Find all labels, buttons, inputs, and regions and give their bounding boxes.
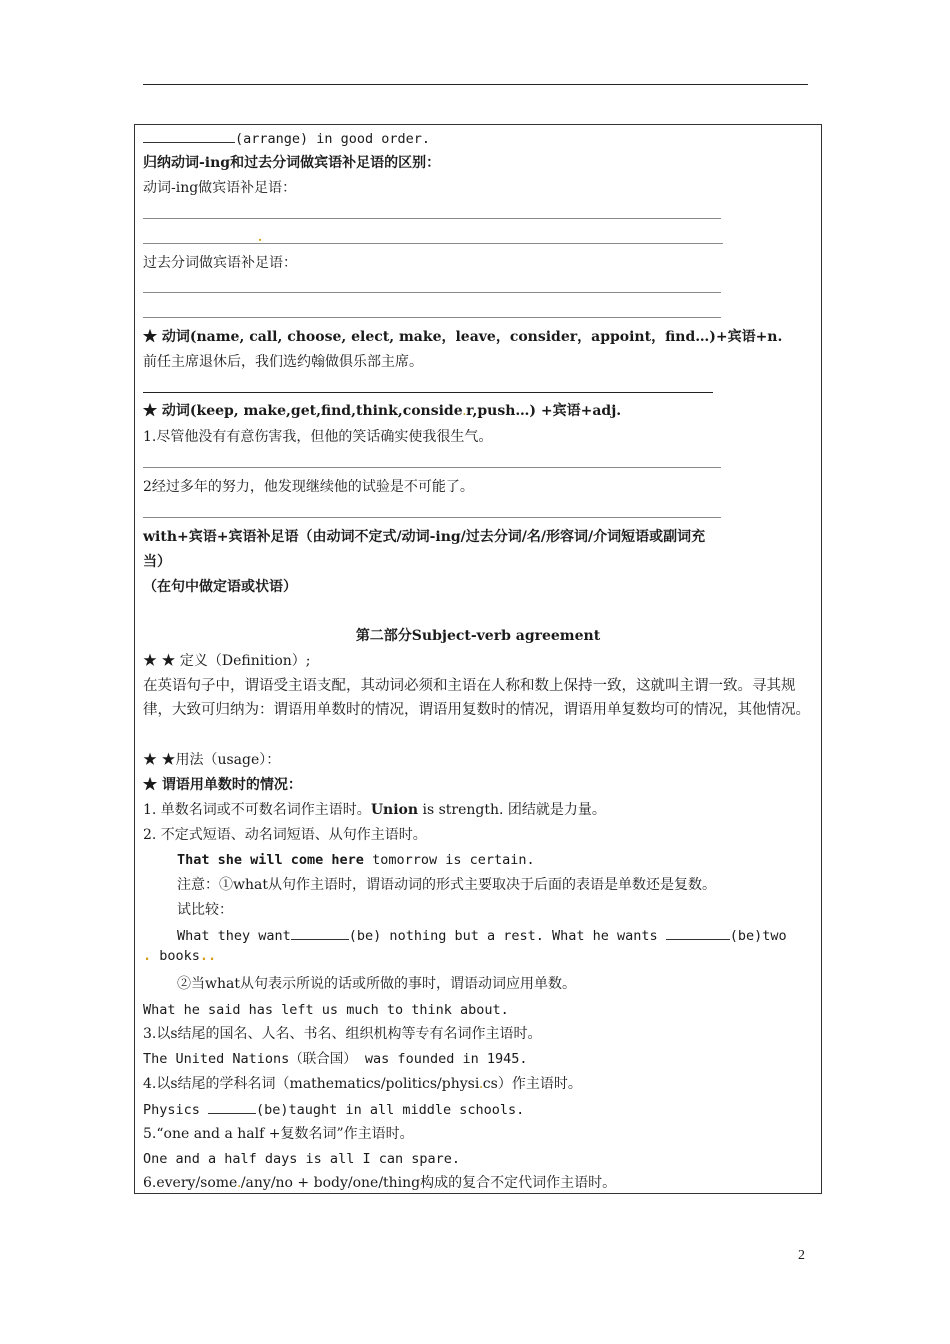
example-n: 前任主席退休后，我们选约翰做俱乐部主席。 xyxy=(143,354,423,370)
page-number: 2 xyxy=(798,1248,805,1263)
rule-2: 2. 不定式短语、动名词短语、从句作主语时。 xyxy=(143,827,427,843)
rule-2-example: That she will come here tomorrow is certain. xyxy=(177,852,535,868)
compare-example: What they want (be) nothing but a rest. What he wants (be)two xyxy=(177,925,787,946)
rule-5-example: One and a half days is all I can spare. xyxy=(143,1151,460,1167)
mark-dot: . xyxy=(237,1179,241,1190)
part2-heading: 第二部分Subject-verb agreement xyxy=(355,628,601,644)
answer-line[interactable] xyxy=(143,218,721,219)
definition-text: 在英语句子中，谓语受主语支配，其动词必须和主语在人称和数上保持一致，这就叫主谓一致。寻其规律，大致可归纳为：谓语用单数时的情况，谓语用复数时的情况，谓语用单复数均可的情况，其他情况。 xyxy=(143,678,810,718)
with-structure-1: with+宾语+宾语补足语（由动词不定式/动词-ing/过去分词/名/形容词/介词短语或副词充 xyxy=(143,529,706,545)
rule-4: 4.以s结尾的学科名词（mathematics/politics/physi.cs）作主语时。 xyxy=(143,1076,582,1092)
answer-blank[interactable] xyxy=(208,1099,256,1114)
rule-3: 3.以s结尾的国名、人名、书名、组织机构等专有名词作主语时。 xyxy=(143,1026,542,1042)
answer-blank[interactable] xyxy=(143,128,235,143)
definition-label: ★ ★ 定义（Definition）; xyxy=(143,653,311,669)
arrange-line: (arrange) in good order. xyxy=(143,128,430,149)
answer-line[interactable] xyxy=(143,317,721,318)
rule-3-example: The United Nations（联合国） was founded in 1945. xyxy=(143,1051,528,1067)
summary-title: 归纳动词-ing和过去分词做宾语补足语的区别： xyxy=(143,155,441,171)
with-structure-2: 当） xyxy=(143,554,171,570)
answer-line[interactable] xyxy=(143,292,721,293)
singular-title: ★ 谓语用单数时的情况： xyxy=(143,777,302,793)
usage-label: ★ ★用法（usage）： xyxy=(143,752,281,768)
with-structure-3: （在句中做定语或状语） xyxy=(143,579,297,595)
note-1: 注意：①what从句作主语时，谓语动词的形式主要取决于后面的表语是单数还是复数。 xyxy=(177,877,716,893)
ing-label: 动词-ing做宾语补足语： xyxy=(143,180,297,196)
rule-5: 5.“one and a half +复数名词”作主语时。 xyxy=(143,1126,414,1142)
answer-line[interactable] xyxy=(143,392,713,393)
mark-dot: . xyxy=(143,948,152,964)
answer-line[interactable] xyxy=(143,517,721,518)
compare-label: 试比较： xyxy=(177,902,233,918)
mark-dot: . xyxy=(258,230,263,244)
mark-dot: . xyxy=(462,407,467,418)
rule-1: 1. 单数名词或不可数名词作主语时。Union is strength. 团结就是力量。 xyxy=(143,802,606,818)
note-2: ②当what从句表示所说的话或所做的事时，谓语动词应用单数。 xyxy=(177,976,576,992)
header-rule xyxy=(143,84,808,85)
example-said: What he said has left us much to think about. xyxy=(143,1002,509,1018)
verbs-adj-rule: ★ 动词(keep, make,get,find,think,conside.r,push…) +宾语+adj. xyxy=(143,403,622,419)
example-adj-1: 1.尽管他没有有意伤害我，但他的笑话确实使我很生气。 xyxy=(143,429,493,445)
mark-dot: . xyxy=(479,1080,483,1091)
mark-dot: .. xyxy=(199,948,217,964)
answer-blank[interactable] xyxy=(666,925,730,940)
pp-label: 过去分词做宾语补足语： xyxy=(143,255,297,271)
example-adj-2: 2经过多年的努力，他发现继续他的试验是不可能了。 xyxy=(143,479,474,495)
answer-line[interactable] xyxy=(143,467,721,468)
answer-blank[interactable] xyxy=(291,925,349,940)
rule-6: 6.every/some./any/no + body/one/thing构成的复合不定代词作主语时。 xyxy=(143,1175,617,1191)
verbs-n-rule: ★ 动词(name, call, choose, elect, make，leave，consider，appoint，find…)+宾语+n. xyxy=(143,329,783,345)
compare-example-cont: . books.. xyxy=(143,948,217,964)
rule-4-example: Physics (be)taught in all middle schools. xyxy=(143,1099,524,1120)
answer-line[interactable] xyxy=(143,243,723,244)
